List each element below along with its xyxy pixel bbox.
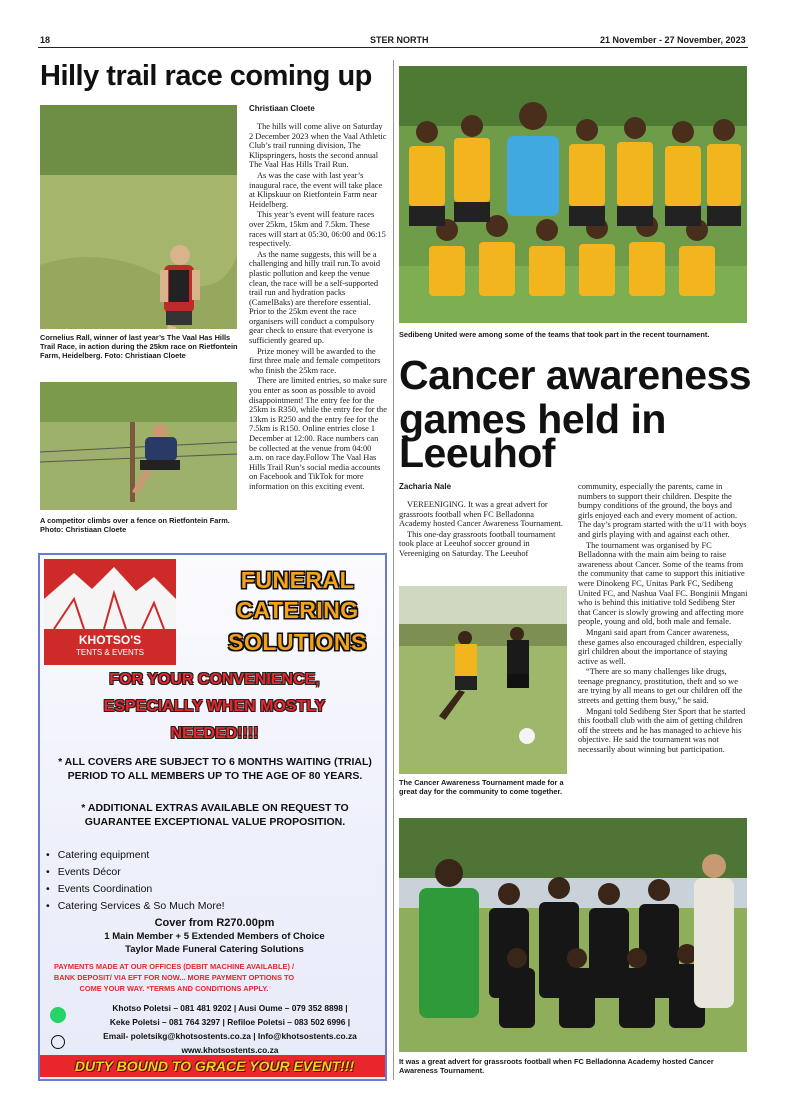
match-photo bbox=[399, 586, 567, 774]
phone-icon bbox=[51, 1035, 65, 1049]
story1-paragraph: As was the case with last year’s inaugural race, the event will take place at Klipskuur on Rietfontein Farm near Heidelberg. bbox=[249, 170, 383, 209]
page-number: 18 bbox=[40, 35, 51, 45]
story1-paragraph: There are limited entries, so make sure you enter as soon as possible to avoid disappointment! The entry fee for the 25km is R350, while the entry fee for the 13km is R250 and the entry fee for the 7.5km is R150. Online entries close 1 December at 12:00. Race numbers can be collected at the venue from 04:00 a.m. on race day.Follow The Vaal Has Hills Trail Run’s social media accounts on Facebook and TikTok for more information on this exciting event. bbox=[249, 376, 387, 491]
ad-convenience-line: FOR YOUR CONVENIENCE, bbox=[109, 671, 320, 688]
ad-cover-from: Cover from R270.00pm bbox=[154, 917, 275, 929]
ad-payment-note: PAYMENTS MADE AT OUR OFFICES (DEBIT MACHINE AVAILABLE) / BANK DEPOSIT/ VIA EFT FOR NOW... MORE PAYMENT OPTIONS TO COME YOUR WAY. *TERMS AND CONDITIONS APPLY. bbox=[53, 962, 295, 993]
story2-byline: Zacharia Nale bbox=[399, 482, 452, 491]
story1-paragraph: As the name suggests, this will be a challenging and hilly trail run.To avoid plastic pollution and keep the venue clean, the race will be a self-supported trail run and hydration packs (CamelBaks) are therefore essential. Prior to the 25km event the race organisers will conduct a compulsory gear check to ensure that everyone is sufficiently geared up. bbox=[249, 249, 381, 346]
logo-name: KHOTSO'S bbox=[78, 633, 142, 647]
runner-photo bbox=[40, 105, 237, 329]
funeral-catering-advert bbox=[38, 553, 387, 1081]
story2-paragraph: “There are so many challenges like drugs, teenage pregnancy, prostitution, theft and so we are trying by all means to get our children off the streets and getting them busy,” he said. bbox=[578, 667, 743, 706]
ad-title-line: CATERING bbox=[236, 597, 359, 623]
logo-subtitle: TENTS & EVENTS bbox=[75, 648, 144, 657]
group-photo bbox=[399, 818, 747, 1052]
ad-tailor: Taylor Made Funeral Catering Solutions bbox=[125, 944, 304, 955]
issue-dates: 21 November - 27 November, 2023 bbox=[600, 35, 746, 45]
story2-paragraph: This one-day grassroots football tournament took place at Leeuhof soccer ground in Vereeniging on Saturday. The Leeuhof bbox=[399, 529, 556, 558]
ad-contact-line: Email- poletsikg@khotsostents.co.za | Info@khotsostents.co.za bbox=[103, 1031, 357, 1041]
khotsos-logo bbox=[44, 559, 176, 665]
ad-members: 1 Main Member + 5 Extended Members of Choice bbox=[104, 931, 325, 942]
column-divider bbox=[393, 60, 394, 1080]
story1-byline: Christiaan Cloete bbox=[249, 104, 315, 113]
story1-headline: Hilly trail race coming up bbox=[40, 60, 372, 92]
ad-title-line: SOLUTIONS bbox=[228, 629, 367, 655]
story2-body-col1 bbox=[399, 500, 567, 560]
fence-climber-photo bbox=[40, 382, 237, 510]
group-caption: It was a great advert for grassroots football when FC Belladonna Academy hosted Cancer Awareness Tournament. bbox=[399, 1057, 714, 1075]
team-photo bbox=[399, 66, 747, 323]
match-caption: The Cancer Awareness Tournament made for a great day for the community to come together. bbox=[399, 778, 564, 796]
ad-service-item: • Events Décor bbox=[46, 864, 225, 881]
ad-service-item: • Events Coordination bbox=[46, 881, 225, 898]
top-rule bbox=[38, 47, 748, 48]
ad-convenience-line: NEEDED!!!! bbox=[170, 725, 259, 742]
story2-paragraph: community, especially the parents, came in numbers to support their children. Despite the bumpy conditions of the ground, the boys and girls enjoyed each and every moment of action. The day’s program started with the u/11 with boys and girls playing with and against each other. bbox=[578, 482, 747, 539]
ad-contact-line: Khotso Poletsi – 081 481 9202 | Ausi Oume – 079 352 8898 | bbox=[112, 1003, 348, 1013]
ad-cover-note: * ALL COVERS ARE SUBJECT TO 6 MONTHS WAITING (TRIAL) PERIOD TO ALL MEMBERS UP TO THE AGE OF 80 YEARS. bbox=[58, 756, 372, 782]
publication-name: STER NORTH bbox=[370, 35, 429, 45]
story2-paragraph: Mngani said apart from Cancer awareness, these games also encouraged children, especially girl children about the importance of staying active as well. bbox=[578, 627, 743, 666]
ad-cover-note: * ADDITIONAL EXTRAS AVAILABLE ON REQUEST TO GUARANTEE EXCEPTIONAL VALUE PROPOSITION. bbox=[81, 802, 349, 828]
story2-paragraph: VEREENIGING. It was a great advert for grassroots football when FC Belladonna Academy hosted Cancer Awareness Tournament. bbox=[399, 500, 563, 529]
whatsapp-icon bbox=[50, 1007, 66, 1023]
fence-caption: A competitor climbs over a fence on Rietfontein Farm. Photo: Christiaan Cloete bbox=[40, 516, 230, 534]
story2-paragraph: Mngani told Sedibeng Ster Sport that he started this football club with the aim of getting children off the streets and he has managed to achieve his objective. He said the tournament was not necessarily about winning but participation. bbox=[578, 706, 746, 755]
story2-headline-line: Leeuhof bbox=[399, 430, 555, 476]
story2-headline-line: Cancer awareness bbox=[399, 352, 752, 398]
runner-caption: Cornelius Rall, winner of last year’s The Vaal Has Hills Trail Race, in action during the 25km race on Rietfontein Farm, Heidelberg. Foto: Christiaan Cloete bbox=[40, 333, 238, 360]
story2-body-col2 bbox=[578, 482, 748, 756]
ad-title-line: FUNERAL bbox=[240, 567, 355, 593]
story1-body bbox=[249, 122, 387, 493]
ad-service-item: • Catering Services & So Much More! bbox=[46, 898, 225, 915]
story2-headline-line: games held in bbox=[399, 396, 666, 442]
ad-services-list bbox=[46, 847, 225, 915]
ad-website: www.khotsostents.co.za bbox=[181, 1045, 279, 1055]
ad-service-item: • Catering equipment bbox=[46, 847, 225, 864]
team-caption: Sedibeng United were among some of the teams that took part in the recent tournament. bbox=[399, 330, 710, 339]
story1-paragraph: This year’s event will feature races over 25km, 15km and 7.5km. These races will start at 05:30, 06:00 and 06:15 respectively. bbox=[249, 210, 386, 249]
story1-paragraph: Prize money will be awarded to the first three male and female competitors who finish the 25km race. bbox=[249, 346, 381, 375]
ad-tagline: DUTY BOUND TO GRACE YOUR EVENT!!! bbox=[40, 1055, 387, 1077]
ad-contact-line: Keke Poletsi – 081 764 3297 | Refiloe Poletsi – 083 502 6996 | bbox=[109, 1017, 351, 1027]
story2-paragraph: The tournament was organised by FC Belladonna with the main aim being to raise awareness about Cancer. Some of the teams from the community that came to support this initiative were Dinokeng FC, Unitas Park FC, Sedibeng United FC, and Nashua Vaal FC. Bonginii Mngani who is behind this initiative told Sedibeng Ster that Cancer is slowly growing and affecting more people, young and old, both male and female. bbox=[578, 540, 748, 627]
ad-convenience-line: ESPECIALLY WHEN MOSTLY bbox=[103, 698, 326, 715]
story1-paragraph: The hills will come alive on Saturday 2 December 2023 when the Vaal Athletic Club’s trail running division, The Klipspringers, hosts the second annual The Vaal Has Hills Trail Run. bbox=[249, 122, 387, 170]
